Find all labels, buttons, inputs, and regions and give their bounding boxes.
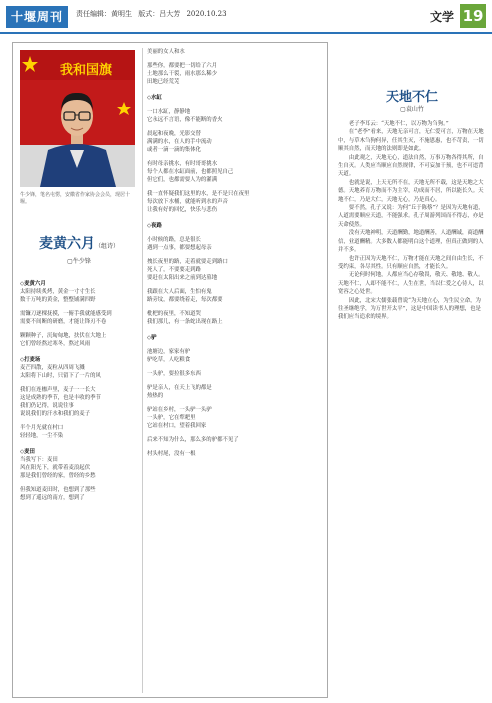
stanza-gap [147, 326, 322, 332]
poem-line: 枇杷的夜里，不知道哭 [147, 311, 201, 317]
poem-line: 满满的水，在人的手中流动 [147, 139, 212, 145]
column-divider [142, 48, 143, 693]
poem-line: 要赶在太阳出来之前到达墓地 [147, 275, 218, 281]
article2-author: ▢袁山竹 [400, 106, 424, 113]
poem-line: 它们曾经熬过寒冬，熬过风雨 [20, 341, 91, 347]
essay-paragraph: 也许正因为天地不仁，万物才能在天地之间自由生长，不受约束，各尽其性。只有顺应自然，才能长久。 [338, 255, 484, 270]
poem-line: 后来不知为什么，那么多的驴都不见了 [147, 437, 239, 443]
essay-paragraph: 要不然，孔子又说：为何“丘于陈蔡”？是因为天地有道，人道需要顺应天道，不能强求。孔子周游列国而不得志，亦是天命使然。 [338, 205, 484, 228]
poem-line: 那是我们曾经的家，曾经的乡愁 [20, 473, 96, 479]
article1-genre: （组诗） [94, 243, 119, 250]
poem-line: 太阳持续炙烤，黄金一寸寸生长 [20, 289, 96, 295]
poem-line: 路旁坟，都要绕着走，每次都要 [147, 297, 223, 303]
poem-line: 每个人都在水缸面前，也都照见自己 [147, 169, 234, 175]
poem-line: 需镰刀逐棵抚摸，一俯手我就能感受到 [20, 311, 112, 317]
poem-line: 驴吃草，人吃粮食 [147, 357, 191, 363]
essay-paragraph: 在“老李”看来，天地无亲可言，无仁爱可言，万物在天地中，与草木刍狗何异，任其生灭，不施恩惠，也不苛责，一切顺其自然，而天地的法则即是如此。 [338, 129, 484, 153]
poem-line: 数千万吨的黄金，整整铺满四野 [20, 297, 96, 303]
poem-line: 一头驴，要拉很多东西 [147, 371, 201, 377]
poem-line: 一头驴，它在犁耙里 [147, 415, 196, 421]
poem-subheading: ◇麦黄六月 [20, 281, 46, 287]
poem-line: 驴站在乡村，一头驴一头驴 [147, 407, 212, 413]
issue-date: 2020.10.23 [186, 10, 227, 18]
poem-line: 土地那么干裂，雨水那么稀少 [147, 71, 218, 77]
article1-column-1 [20, 278, 138, 502]
poem-line: 它站在村口，望着我回家 [147, 423, 207, 429]
poem-line: 村头村尾，没有一根 [147, 451, 196, 457]
poem-line: 轻轻地，一尘不染 [20, 433, 64, 439]
poem-line: 晨起和夜晚，光影交替 [147, 131, 201, 137]
stanza-gap [20, 348, 138, 354]
article2-body [338, 120, 486, 322]
poem-line: 小时候的路，总是很长 [147, 237, 201, 243]
poem-line: 有时母亲挑水，有时哥哥挑水 [147, 161, 218, 167]
poem-subheading: ◇麦田 [20, 449, 35, 455]
poem-line: 想到了遥远的南方，想到了 [20, 495, 85, 501]
poem-line: 让我有好的回忆，快乐与悲伤 [147, 207, 218, 213]
poem-line: 我们那儿，有一条蛇出现在路上 [147, 319, 223, 325]
stanza-gap [147, 86, 322, 92]
poem-line: 我们仍记得，说说往事 [20, 403, 74, 409]
poem-line: 太阳将下山时，只留下了一片的风 [20, 373, 101, 379]
editorial-meta [76, 9, 231, 19]
poem-line: 我一直怀疑我们这里的水，是不是只在夜里 [147, 191, 250, 197]
poem-subheading: ◇驴 [147, 335, 157, 341]
poem-line: 麦芒四散，麦粒从四周飞溅 [20, 365, 85, 371]
poem-line: 热热的 [147, 393, 164, 399]
poem-line: 驴是亲人，在天上飞的都是 [147, 385, 212, 391]
poem-line: 我们在连枷声里，麦子一一长大 [20, 387, 96, 393]
poem-line: 每次放下水桶，就能听到水的声音 [147, 199, 228, 205]
article1-title: 麦黄六月（组诗） [38, 236, 119, 252]
essay-paragraph: 由此观之，天地无心，道法自然，万事万物各得其所，自生自灭。人类应当顺应自然规律，不可妄加干预，也不可违背天道。 [338, 154, 484, 178]
essay-paragraph: 因此，北宋大儒张载曾说“为天地立心，为生民立命，为往圣继绝学，为万世开太平”，这是中国读书人的理想，也是我们应当追求的境界。 [338, 297, 481, 321]
poem-line: 但它们，也都需要人为的灌满 [147, 177, 218, 183]
poem-subheading: ◇水缸 [147, 95, 162, 101]
essay-paragraph: 无论何时何地，人都应当心存敬畏，敬天、敬地、敬人。天地不仁，人却不能不仁，人生在世，当以仁爱之心待人，以宽容之心处世。 [338, 272, 484, 296]
poem-line: 说说我们的汗水和我们的麦子 [20, 411, 91, 417]
photo-caption: 牛少锋，笔名屯愣，安徽省作家协会会员，现居十堰。 [20, 192, 131, 205]
essay-paragraph: 没有天地神明，天道酬勤，地道酬善，人道酬诚，商道酬信，业道酬精。大多数人都能明白这个道理，但真正做到的人并不多。 [338, 230, 484, 254]
masthead: 十堰周刊 [6, 6, 68, 28]
editor: 责任编辑：黄明生 [76, 10, 132, 18]
article2-title: 天地不仁 [385, 90, 438, 105]
article1-author: ▢牛少锋 [67, 258, 91, 265]
header-rule [0, 32, 492, 34]
essay-paragraph: 也就是说，上天无所不在，天地无所不载，这是天地之大德。天地养育万物而不为主宰，功成而不居，所以能长久。天地不仁，乃是大仁，天地无心，乃是真心。 [338, 179, 484, 203]
poem-line: 那些你，都要把一切给了六月 [147, 63, 218, 69]
poem-line: 我跟在大人后面，生怕有鬼 [147, 289, 212, 295]
poem-line: 但我知道麦田时，也想到了那些 [20, 487, 96, 493]
essay-paragraph: 老子李耳云：“天地不仁，以万物为刍狗。” [348, 121, 449, 127]
layout-credit: 版式：吕大芳 [138, 10, 181, 18]
poem-line: 或者一滴一滴的集体化 [147, 147, 201, 153]
page-number: 19 [460, 4, 486, 28]
poem-subheading: ◇打麦场 [20, 357, 41, 363]
poem-subheading: ◇夜路 [147, 223, 162, 229]
poem-line: 拽长夜里的路，走着就要走到路口 [147, 259, 228, 265]
page-header [0, 0, 492, 34]
poem-line: 颗颗种子，沉甸甸地，扶伏在大地上 [20, 333, 107, 339]
article1-column-2 [147, 48, 322, 458]
author-photo [20, 50, 135, 187]
poem-line: 这是成熟的季节，也是丰收的季节 [20, 395, 101, 401]
section-title: 文学 [429, 10, 454, 24]
poem-line: 它永远不言语，像不能断的香火 [147, 117, 223, 123]
poem-line: 池塘边，家家有驴 [147, 349, 191, 355]
poem-line: 死人了，不要要走到路 [147, 267, 201, 273]
poem-line: 风在阳光下，就带着麦浪起伏 [20, 465, 91, 471]
poem-line: 一口水缸，静静地 [147, 109, 191, 115]
poem-line: 田地已经荒芜 [147, 79, 180, 85]
stanza-gap [20, 440, 138, 446]
poem-line: 需要不间断的研磨，才能让锋刃不卷 [20, 319, 107, 325]
banner-text: 我和国旗 [60, 63, 113, 78]
poem-line: 遇到一点事，都要想起母亲 [147, 245, 212, 251]
poem-line: 美丽的女人和水 [147, 49, 185, 55]
poem-line: 半个月光就在村口 [20, 425, 64, 431]
poem-line: 当我写下：麦田 [20, 457, 58, 463]
stanza-gap [147, 214, 322, 220]
